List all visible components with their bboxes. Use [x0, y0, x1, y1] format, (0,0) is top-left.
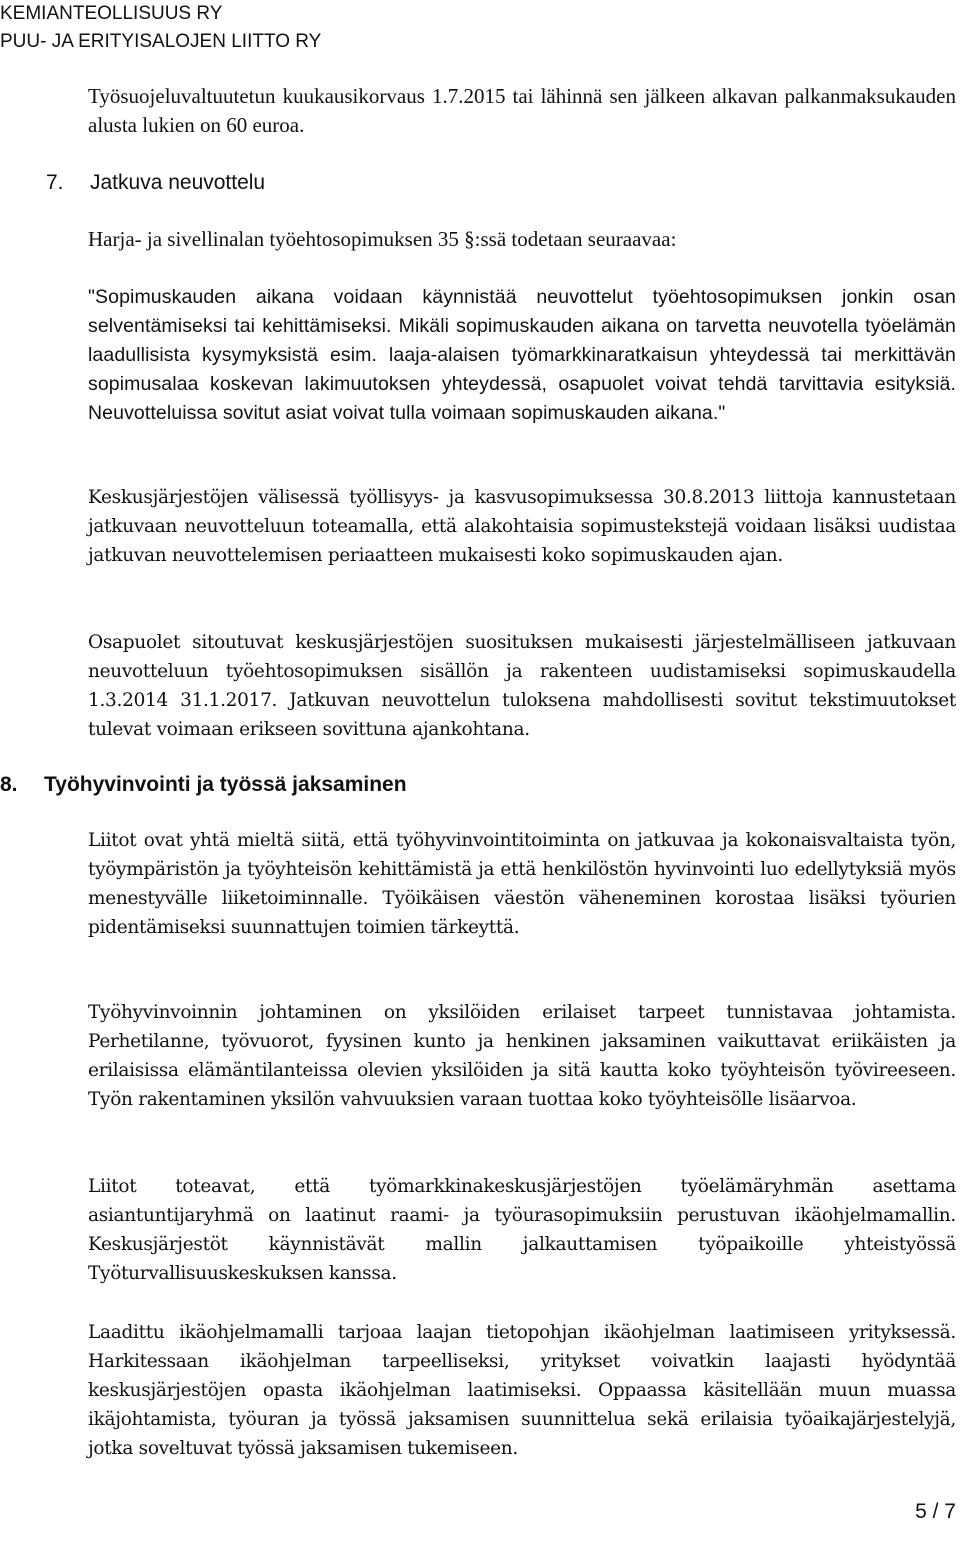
section-8-heading: [0, 770, 407, 800]
section-7-quote: "Sopimuskauden aikana voidaan käynnistää neuvottelut työehtosopimuksen jonkin osan selventämiseksi tai kehittämiseksi. Mikäli sopimuskauden aikana on tarvetta neuvotella työelämän laadullisista kysymyksistä esim. laaja-alaisen työmarkkinaratkaisun yhteydessä tai merkittävän sopimusalaa koskevan lakimuutoksen yhteydessä, osapuolet voivat tehdä tarvittavia esityksiä. Neuvotteluissa sovitut asiat voivat tulla voimaan sopimuskauden aikana.": [88, 286, 956, 424]
section-8-paragraph-1: Liitot ovat yhtä mieltä siitä, että työhyvinvointitoiminta on jatkuvaa ja kokonaisvaltaista työn, työympäristön ja työyhteisön kehittämistä ja että henkilöstön hyvinvointi luo edellytyksiä myös menestyvälle liiketoiminnalle. Työikäisen väestön väheneminen korostaa lisäksi työurien pidentämiseksi suunnattujen toimien tärkeyttä.: [88, 830, 956, 938]
section-8-paragraph-2: Työhyvinvoinnin johtaminen on yksilöiden erilaiset tarpeet tunnistavaa johtamista. Perhetilanne, työvuorot, fyysinen kunto ja henkinen jaksaminen vaikuttavat eriikäisten ja erilaisissa elämäntilanteissa olevien yksilöiden ja sitä kautta koko työyhteisön työvireeseen. Työn rakentaminen yksilön vahvuuksien varaan tuottaa koko työyhteisölle lisäarvoa.: [88, 1002, 956, 1110]
section-7-heading: [46, 168, 265, 198]
section-8-title: Työhyvinvointi ja työssä jaksaminen: [44, 773, 407, 796]
document-header: [0, 0, 321, 56]
section-7-title: Jatkuva neuvottelu: [90, 171, 266, 194]
section-8-paragraph-4: Laadittu ikäohjelmamalli tarjoaa laajan tietopohjan ikäohjelman laatimiseen yrityksessä. Harkitessaan ikäohjelman tarpeelliseksi, yritykset voivatkin laajasti hyödyntää keskusjärjestöjen opasta ikäohjelman laatimiseksi. Oppaassa käsitellään muun muassa ikäjohtamista, työuran ja työssä jaksamisen suunnittelua sekä erilaisia työaikajärjestelyjä, jotka soveltuvat työssä jaksamisen tukemiseen.: [88, 1322, 956, 1459]
section-8-paragraph-3: Liitot toteavat, että työmarkkinakeskusjärjestöjen työelämäryhmän asettama asiantuntijaryhmä on laatinut raami- ja työurasopimuksiin perustuvan ikäohjelmamallin. Keskusjärjestöt käynnistävät mallin jalkauttamisen työpaikoille yhteistyössä Työturvallisuuskeskuksen kanssa.: [88, 1176, 956, 1284]
section-7-number: 7.: [46, 171, 64, 194]
header-organization-1: KEMIANTEOLLISUUS RY: [0, 3, 223, 24]
intro-paragraph: Työsuojeluvaltuutetun kuukausikorvaus 1.7.2015 tai lähinnä sen jälkeen alkavan palkanmaksukauden alusta lukien on 60 euroa.: [88, 84, 956, 137]
header-organization-2: PUU- JA ERITYISALOJEN LIITTO RY: [0, 31, 322, 52]
section-7-paragraph-3: Keskusjärjestöjen välisessä työllisyys- ja kasvusopimuksessa 30.8.2013 liittoja kannustetaan jatkuvaan neuvotteluun toteamalla, että alakohtaisia sopimustekstejä voidaan lisäksi uudistaa jatkuvan neuvottelemisen periaatteen mukaisesti koko sopimuskauden ajan.: [88, 487, 956, 566]
section-8-number: 8.: [0, 773, 18, 796]
page-number: 5 / 7: [915, 1500, 956, 1523]
section-7-paragraph-1: Harja- ja sivellinalan työehtosopimuksen 35 §:ssä todetaan seuraavaa:: [88, 227, 677, 251]
section-7-paragraph-4: Osapuolet sitoutuvat keskusjärjestöjen suosituksen mukaisesti järjestelmälliseen jatkuvaan neuvotteluun työehtosopimuksen sisällön ja rakenteen uudistamiseksi sopimuskaudella 1.3.2014 31.1.2017. Jatkuvan neuvottelun tuloksena mahdollisesti sovitut tekstimuutokset tulevat voimaan erikseen sovittuna ajankohtana.: [88, 632, 956, 740]
